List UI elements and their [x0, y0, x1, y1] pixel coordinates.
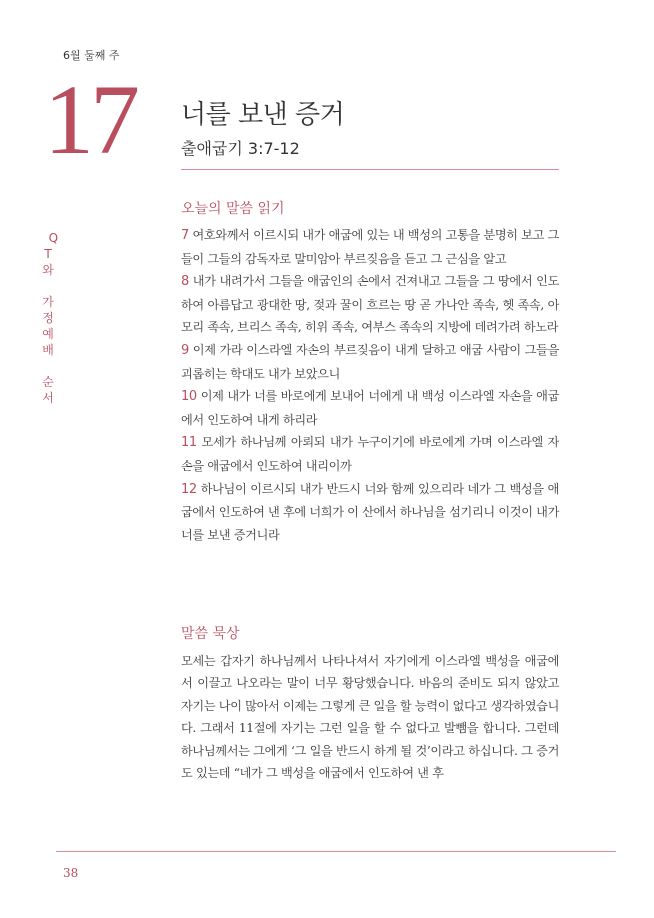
page-number: 38 [63, 866, 79, 880]
verse-text: 이제 내가 너를 바로에게 보내어 너에게 내 백성 이스라엘 자손을 애굽에서 인도하여 내게 하리라 [181, 389, 559, 427]
verse-number: 7 [181, 228, 189, 243]
title-divider [181, 169, 559, 170]
verse-text: 여호와께서 이르시되 내가 애굽에 있는 내 백성의 고통을 분명히 보고 그들이 그들의 감독자로 말미암아 부르짖음을 듣고 그 근심을 알고 [181, 228, 559, 266]
verse-text: 하나님이 이르시되 내가 반드시 너와 함께 있으리라 네가 그 백성을 애굽에서 인도하여 낸 후에 너희가 이 산에서 하나님을 섬기리니 이것이 내가 너를 보낸 증거니라 [181, 481, 559, 542]
side-label-text: Q T 와 가 정 예 배 순 서 [42, 231, 59, 405]
meditation-text: 모세는 갑자기 하나님께서 나타나셔서 자기에게 이스라엘 백성을 애굽에서 이끌고 나오라는 말이 너무 황당했습니다. 바음의 준비도 되지 않았고 자기는 나이 많아서 이제는 그렇게 큰 일을 할 능력이 없다고 생각하였습니다. 그래서 11절에 자기는 그런 일을 할 수 없다고 발뺌을 합니다. 그런데 하나님께서는 그에게 ‘그 일을 반드시 하게 될 것’이라고 하십니다. 그 증거도 있는데 “네가 그 백성을 애굽에서 인도하여 낸 후 [181, 654, 559, 781]
verse-number: 8 [181, 274, 189, 290]
page-title: 너를 보낸 증거 [181, 100, 345, 130]
side-label [41, 214, 59, 406]
verse-number: 9 [181, 342, 189, 358]
week-label: 6월 둘째 주 [63, 49, 120, 62]
reading-heading: 오늘의 말씀 읽기 [181, 201, 285, 217]
day-number: 17 [44, 64, 136, 175]
footer-divider [56, 851, 616, 852]
verse-number: 12 [181, 481, 197, 497]
verse-text: 내가 내려가서 그들을 애굽인의 손에서 건져내고 그들을 그 땅에서 인도하여 아름답고 광대한 땅, 젖과 꿀이 흐르는 땅 곧 가나안 족속, 헷 족속, 아모리 족속, 브리스 족속, 히위 족속, 여부스 족속의 지방에 데려가려 하노라 [181, 274, 559, 335]
verse-number: 11 [181, 435, 197, 451]
verse-number: 10 [181, 389, 197, 405]
scripture-passage [181, 224, 559, 546]
verse-text: 모세가 하나님께 아뢰되 내가 누구이기에 바로에게 가며 이스라엘 자손을 애굽에서 인도하여 내리이까 [181, 435, 559, 473]
scripture-reference: 출애굽기 3:7-12 [181, 139, 300, 158]
verse-text: 이제 가라 이스라엘 자손의 부르짖음이 내게 달하고 애굽 사람이 그들을 괴롭히는 학대도 내가 보았으니 [181, 342, 559, 381]
meditation-heading: 말씀 묵상 [181, 626, 240, 642]
